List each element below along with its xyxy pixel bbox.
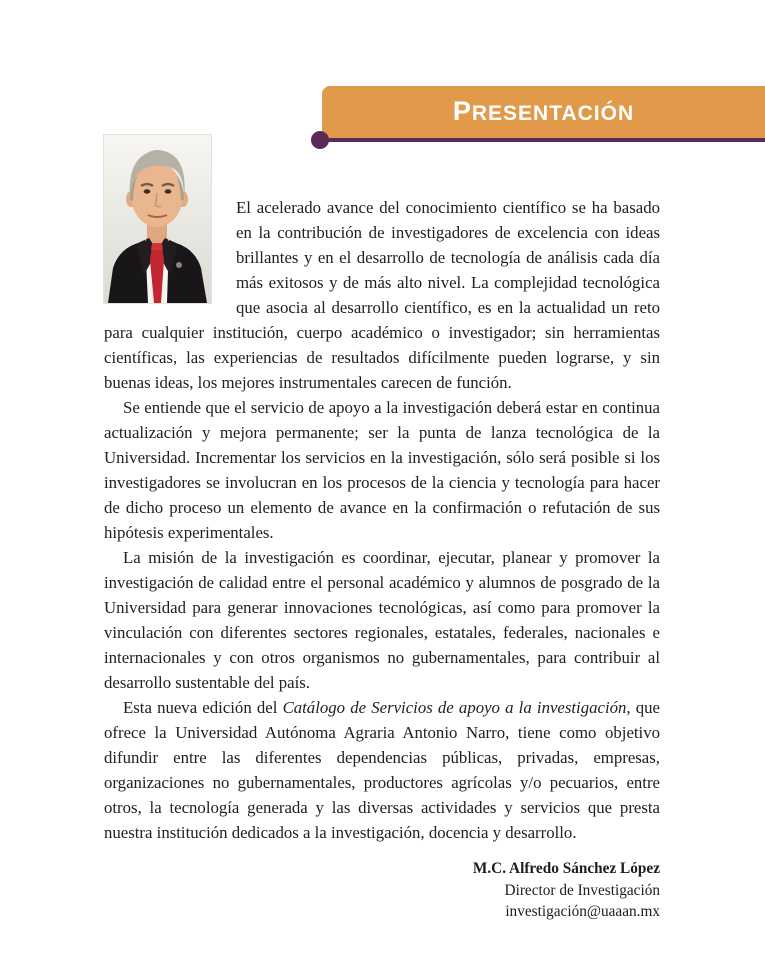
body-paragraph-4 <box>104 695 660 845</box>
presentacion-header-band <box>322 86 765 138</box>
signature-role: Director de Investigación <box>504 881 660 899</box>
signature-email: investigación@uaaan.mx <box>505 903 660 920</box>
signature-block <box>104 858 660 923</box>
body-paragraph-1: El acelerado avance del conocimiento científico se ha basado en la contribución de investigadores de excelencia con ideas brillantes y en el desarrollo de tecnología de análisis cada día más exitosos y de más alto nivel. La complejidad tecnológica que asocia al desarrollo científico, es en la actualidad un reto para cualquier institución, cuerpo académico o investigador; sin herramientas científicas, las experiencias de resultados difícilmente pueden lograrse, y sin buenas ideas, los mejores instrumentales carecen de función. <box>104 198 660 392</box>
signature-name: M.C. Alfredo Sánchez López <box>472 860 660 877</box>
paragraph-4-text-end: , que ofrece la Universidad Autónoma Agraria Antonio Narro, tiene como objetivo difundir entre las diferentes dependencias públicas, privadas, empresas, organizaciones no gubernamentales, productores agrícolas y/o pecuarios, entre otros, la tecnología generada y las diversas actividades y servicios que presta nuestra institución dedicados a la investigación, docencia y desarrollo. <box>104 698 660 842</box>
body-content <box>104 135 660 923</box>
director-portrait-photo <box>104 135 211 303</box>
paragraph-4-text-start: Esta nueva edición del <box>123 698 283 717</box>
page-title: PRESENTACIÓN <box>452 95 635 126</box>
catalog-title-italic: Catálogo de Servicios de apoyo a la investigación <box>282 698 627 717</box>
portrait-photo-icon <box>104 135 211 303</box>
body-paragraph-3: La misión de la investigación es coordinar, ejecutar, planear y promover la investigación de calidad entre el personal académico y alumnos de posgrado de la Universidad para generar innovaciones tecnológicas, así como para promover la vinculación con diferentes sectores regionales, estatales, federales, nacionales e internacionales y con otros organismos no gubernamentales, para contribuir al desarrollo sustentable del país. <box>104 548 660 692</box>
body-paragraph-2: Se entiende que el servicio de apoyo a la investigación deberá estar en continua actualización y mejora permanente; ser la punta de lanza tecnológica de la Universidad. Incrementar los servicios en la investigación, sólo será posible si los investigadores se involucran en los procesos de la ciencia y tecnología para hacer de dicho proceso un elemento de avance en la confirmación o refutación de sus hipótesis experimentales. <box>104 398 660 542</box>
